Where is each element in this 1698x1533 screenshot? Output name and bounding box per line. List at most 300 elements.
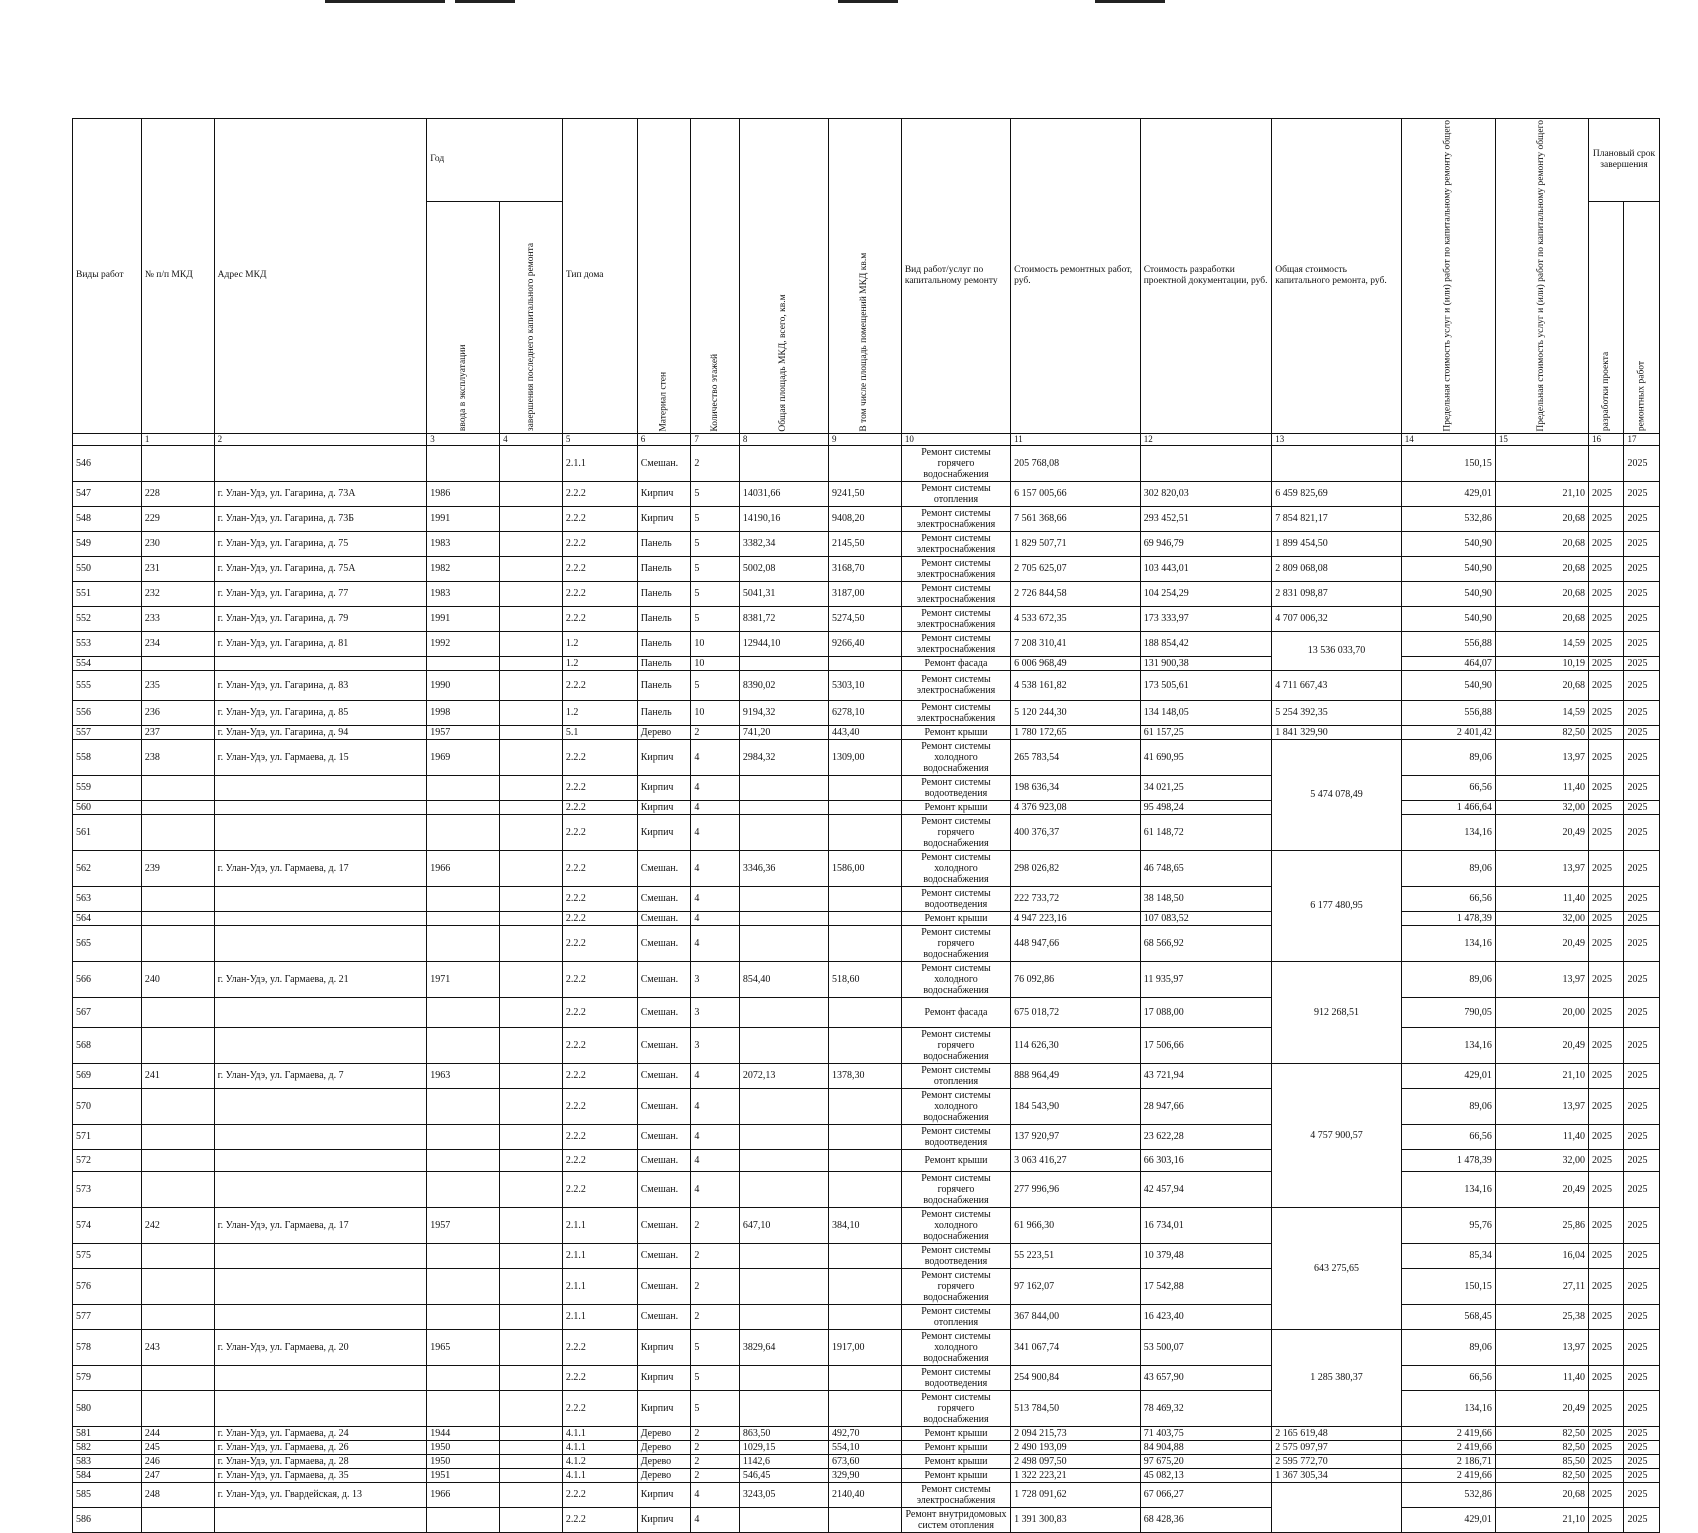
row-deadline-works-cell: 2025 (1624, 1365, 1660, 1390)
row-address-cell: г. Улан-Удэ, ул. Гармаева, д. 17 (214, 850, 427, 886)
row-design-cost-cell: 103 443,01 (1140, 556, 1272, 581)
row-floors-cell: 5 (691, 606, 740, 631)
row-address-cell (214, 800, 427, 814)
row-id-cell: 565 (73, 925, 142, 961)
row-house-type-cell: 2.1.1 (562, 1243, 637, 1268)
row-year-cell (427, 1268, 500, 1304)
row-last-repair-cell (500, 581, 563, 606)
row-number-cell: 245 (141, 1440, 214, 1454)
row-design-cost-cell: 28 947,66 (1140, 1088, 1272, 1124)
row-year-cell: 1957 (427, 725, 500, 739)
row-total-cost-cell: 912 268,51 (1272, 961, 1402, 1063)
row-total-cost-cell (1272, 1482, 1402, 1532)
row-deadline-design-cell: 2025 (1589, 670, 1624, 700)
index-cell: 9 (828, 433, 901, 445)
row-floors-cell: 2 (691, 445, 740, 481)
row-last-repair-cell (500, 911, 563, 925)
row-repair-cost-cell: 184 543,90 (1011, 1088, 1141, 1124)
row-total-area-cell (739, 925, 828, 961)
row-floors-cell: 5 (691, 1365, 740, 1390)
row-address-cell (214, 656, 427, 670)
row-house-type-cell: 2.2.2 (562, 739, 637, 775)
row-last-repair-cell (500, 670, 563, 700)
row-house-type-cell: 2.2.2 (562, 531, 637, 556)
row-limit-1-cell: 150,15 (1401, 1268, 1495, 1304)
row-limit-1-cell: 89,06 (1401, 1088, 1495, 1124)
row-wall-material-cell: Смешан. (637, 1207, 691, 1243)
table-row (73, 800, 1660, 814)
row-repair-cost-cell: 513 784,50 (1011, 1390, 1141, 1426)
row-number-cell: 237 (141, 725, 214, 739)
row-limit-1-cell: 568,45 (1401, 1304, 1495, 1329)
row-year-cell: 1991 (427, 606, 500, 631)
row-last-repair-cell (500, 1482, 563, 1507)
row-design-cost-cell: 61 157,25 (1140, 725, 1272, 739)
row-year-cell: 1982 (427, 556, 500, 581)
row-limit-1-cell: 2 419,66 (1401, 1426, 1495, 1440)
row-limit-2-cell: 25,38 (1495, 1304, 1588, 1329)
row-number-cell: 235 (141, 670, 214, 700)
row-limit-1-cell: 66,56 (1401, 775, 1495, 800)
row-deadline-design-cell: 2025 (1589, 1171, 1624, 1207)
row-deadline-design-cell: 2025 (1589, 925, 1624, 961)
row-repair-cost-cell: 7 561 368,66 (1011, 506, 1141, 531)
row-living-area-cell: 6278,10 (828, 700, 901, 725)
row-repair-cost-cell: 888 964,49 (1011, 1063, 1141, 1088)
row-id-cell: 584 (73, 1468, 142, 1482)
row-living-area-cell: 3187,00 (828, 581, 901, 606)
row-id-cell: 550 (73, 556, 142, 581)
row-limit-2-cell: 21,10 (1495, 481, 1588, 506)
row-repair-cost-cell: 341 067,74 (1011, 1329, 1141, 1365)
row-living-area-cell (828, 1027, 901, 1063)
row-address-cell (214, 1507, 427, 1532)
row-address-cell (214, 1088, 427, 1124)
row-deadline-design-cell: 2025 (1589, 1088, 1624, 1124)
row-work-kind-cell: Ремонт системы горячего водоснабжения (901, 925, 1010, 961)
row-id-cell: 558 (73, 739, 142, 775)
row-repair-cost-cell: 137 920,97 (1011, 1124, 1141, 1149)
row-work-kind-cell: Ремонт внутридомовых систем отопления (901, 1507, 1010, 1532)
row-deadline-works-cell: 2025 (1624, 800, 1660, 814)
row-last-repair-cell (500, 1268, 563, 1304)
row-number-cell (141, 1365, 214, 1390)
row-limit-2-cell: 82,50 (1495, 1468, 1588, 1482)
row-repair-cost-cell: 4 947 223,16 (1011, 911, 1141, 925)
row-number-cell: 230 (141, 531, 214, 556)
table-row (73, 631, 1660, 656)
row-total-cost-cell: 1 367 305,34 (1272, 1468, 1402, 1482)
row-limit-1-cell: 134,16 (1401, 814, 1495, 850)
row-id-cell: 583 (73, 1454, 142, 1468)
row-design-cost-cell: 107 083,52 (1140, 911, 1272, 925)
row-living-area-cell (828, 775, 901, 800)
row-living-area-cell: 518,60 (828, 961, 901, 997)
table-row (73, 1304, 1660, 1329)
row-deadline-design-cell: 2025 (1589, 556, 1624, 581)
row-living-area-cell: 384,10 (828, 1207, 901, 1243)
row-repair-cost-cell: 2 726 844,58 (1011, 581, 1141, 606)
row-id-cell: 573 (73, 1171, 142, 1207)
row-floors-cell: 4 (691, 1482, 740, 1507)
table-row (73, 445, 1660, 481)
row-year-cell: 1986 (427, 481, 500, 506)
row-wall-material-cell: Смешан. (637, 1268, 691, 1304)
row-number-cell: 233 (141, 606, 214, 631)
table-row (73, 1149, 1660, 1171)
row-last-repair-cell (500, 700, 563, 725)
row-number-cell (141, 1124, 214, 1149)
header-design-cost: Стоимость разработки проектной документации, руб. (1140, 119, 1272, 434)
row-year-cell: 1950 (427, 1440, 500, 1454)
row-limit-1-cell: 532,86 (1401, 1482, 1495, 1507)
table-row (73, 1329, 1660, 1365)
row-house-type-cell: 2.2.2 (562, 581, 637, 606)
row-id-cell: 577 (73, 1304, 142, 1329)
row-deadline-works-cell: 2025 (1624, 1268, 1660, 1304)
row-deadline-works-cell: 2025 (1624, 445, 1660, 481)
row-work-kind-cell: Ремонт крыши (901, 725, 1010, 739)
row-repair-cost-cell: 265 783,54 (1011, 739, 1141, 775)
row-wall-material-cell: Кирпич (637, 481, 691, 506)
row-living-area-cell (828, 1243, 901, 1268)
row-floors-cell: 2 (691, 1440, 740, 1454)
row-last-repair-cell (500, 1207, 563, 1243)
row-id-cell: 582 (73, 1440, 142, 1454)
row-design-cost-cell: 173 505,61 (1140, 670, 1272, 700)
row-address-cell (214, 1243, 427, 1268)
row-limit-1-cell: 532,86 (1401, 506, 1495, 531)
row-wall-material-cell: Смешан. (637, 1149, 691, 1171)
index-cell: 8 (739, 433, 828, 445)
row-work-kind-cell: Ремонт системы электроснабжения (901, 606, 1010, 631)
table-header (73, 119, 1660, 446)
row-total-area-cell: 3346,36 (739, 850, 828, 886)
table-row (73, 1088, 1660, 1124)
row-number-cell: 238 (141, 739, 214, 775)
row-address-cell: г. Улан-Удэ, ул. Гагарина, д. 81 (214, 631, 427, 656)
header-year: Год (427, 119, 563, 202)
row-address-cell: г. Улан-Удэ, ул. Гармаева, д. 35 (214, 1468, 427, 1482)
row-living-area-cell: 1917,00 (828, 1329, 901, 1365)
row-floors-cell: 3 (691, 961, 740, 997)
row-deadline-works-cell: 2025 (1624, 1304, 1660, 1329)
row-deadline-design-cell: 2025 (1589, 1304, 1624, 1329)
row-deadline-design-cell: 2025 (1589, 531, 1624, 556)
row-repair-cost-cell: 1 322 223,21 (1011, 1468, 1141, 1482)
row-living-area-cell (828, 1365, 901, 1390)
row-design-cost-cell: 42 457,94 (1140, 1171, 1272, 1207)
row-id-cell: 581 (73, 1426, 142, 1440)
row-total-area-cell (739, 445, 828, 481)
row-id-cell: 556 (73, 700, 142, 725)
row-design-cost-cell: 131 900,38 (1140, 656, 1272, 670)
row-repair-cost-cell: 254 900,84 (1011, 1365, 1141, 1390)
row-deadline-works-cell: 2025 (1624, 997, 1660, 1027)
row-id-cell: 575 (73, 1243, 142, 1268)
row-floors-cell: 4 (691, 775, 740, 800)
row-limit-2-cell: 32,00 (1495, 800, 1588, 814)
row-floors-cell: 10 (691, 631, 740, 656)
table-row (73, 911, 1660, 925)
index-cell: 1 (141, 433, 214, 445)
row-id-cell: 548 (73, 506, 142, 531)
row-house-type-cell: 2.2.2 (562, 1390, 637, 1426)
row-repair-cost-cell: 1 780 172,65 (1011, 725, 1141, 739)
row-repair-cost-cell: 6 006 968,49 (1011, 656, 1141, 670)
row-total-area-cell (739, 1088, 828, 1124)
row-deadline-design-cell: 2025 (1589, 1243, 1624, 1268)
index-cell: 12 (1140, 433, 1272, 445)
row-id-cell: 567 (73, 997, 142, 1027)
row-deadline-works-cell: 2025 (1624, 700, 1660, 725)
row-work-kind-cell: Ремонт системы отопления (901, 1304, 1010, 1329)
row-living-area-cell (828, 656, 901, 670)
row-address-cell: г. Улан-Удэ, ул. Гагарина, д. 75А (214, 556, 427, 581)
row-last-repair-cell (500, 1124, 563, 1149)
row-floors-cell: 4 (691, 814, 740, 850)
row-repair-cost-cell: 114 626,30 (1011, 1027, 1141, 1063)
row-total-area-cell (739, 1304, 828, 1329)
row-id-cell: 551 (73, 581, 142, 606)
row-wall-material-cell: Смешан. (637, 886, 691, 911)
row-floors-cell: 2 (691, 1454, 740, 1468)
row-house-type-cell: 2.2.2 (562, 775, 637, 800)
row-number-cell: 240 (141, 961, 214, 997)
table-row (73, 1440, 1660, 1454)
row-limit-1-cell: 95,76 (1401, 1207, 1495, 1243)
row-last-repair-cell (500, 1088, 563, 1124)
header-wall-material: Материал стен (637, 119, 691, 434)
row-wall-material-cell: Смешан. (637, 445, 691, 481)
table-row (73, 506, 1660, 531)
row-year-cell (427, 886, 500, 911)
row-id-cell: 557 (73, 725, 142, 739)
row-year-cell: 1965 (427, 1329, 500, 1365)
row-house-type-cell: 2.2.2 (562, 886, 637, 911)
row-id-cell: 572 (73, 1149, 142, 1171)
table-row (73, 739, 1660, 775)
row-design-cost-cell: 11 935,97 (1140, 961, 1272, 997)
row-deadline-works-cell: 2025 (1624, 1243, 1660, 1268)
row-repair-cost-cell: 367 844,00 (1011, 1304, 1141, 1329)
header-year-commissioning: ввода в эксплуатации (427, 201, 500, 433)
row-design-cost-cell: 68 428,36 (1140, 1507, 1272, 1532)
row-living-area-cell: 9266,40 (828, 631, 901, 656)
row-address-cell: г. Улан-Удэ, ул. Гармаева, д. 24 (214, 1426, 427, 1440)
row-total-area-cell: 863,50 (739, 1426, 828, 1440)
row-number-cell (141, 911, 214, 925)
row-floors-cell: 5 (691, 556, 740, 581)
row-work-kind-cell: Ремонт системы холодного водоснабжения (901, 1207, 1010, 1243)
row-last-repair-cell (500, 531, 563, 556)
row-year-cell (427, 1027, 500, 1063)
row-address-cell (214, 911, 427, 925)
row-total-area-cell: 14190,16 (739, 506, 828, 531)
index-cell: 10 (901, 433, 1010, 445)
header-work-kind: Вид работ/услуг по капитальному ремонту (901, 119, 1010, 434)
row-address-cell (214, 886, 427, 911)
row-repair-cost-cell: 4 538 161,82 (1011, 670, 1141, 700)
row-wall-material-cell: Панель (637, 606, 691, 631)
row-living-area-cell (828, 445, 901, 481)
row-year-cell: 1957 (427, 1207, 500, 1243)
row-number-cell: 241 (141, 1063, 214, 1088)
row-wall-material-cell: Панель (637, 556, 691, 581)
row-id-cell: 547 (73, 481, 142, 506)
row-deadline-works-cell: 2025 (1624, 1027, 1660, 1063)
row-id-cell: 571 (73, 1124, 142, 1149)
row-wall-material-cell: Кирпич (637, 506, 691, 531)
row-deadline-works-cell: 2025 (1624, 1063, 1660, 1088)
header-deadline: Плановый срок завершения (1589, 119, 1660, 202)
row-total-area-cell: 647,10 (739, 1207, 828, 1243)
row-house-type-cell: 4.1.1 (562, 1468, 637, 1482)
table-row (73, 1390, 1660, 1426)
row-living-area-cell (828, 800, 901, 814)
row-id-cell: 563 (73, 886, 142, 911)
row-address-cell: г. Улан-Удэ, ул. Гармаева, д. 15 (214, 739, 427, 775)
row-limit-1-cell: 89,06 (1401, 850, 1495, 886)
row-limit-2-cell: 20,68 (1495, 1482, 1588, 1507)
header-total-area: Общая площадь МКД, всего, кв.м (739, 119, 828, 434)
table-row (73, 1063, 1660, 1088)
row-number-cell: 239 (141, 850, 214, 886)
row-total-area-cell (739, 1149, 828, 1171)
row-id-cell: 561 (73, 814, 142, 850)
row-repair-cost-cell: 4 533 672,35 (1011, 606, 1141, 631)
row-limit-2-cell: 21,10 (1495, 1507, 1588, 1532)
row-repair-cost-cell: 7 208 310,41 (1011, 631, 1141, 656)
row-total-area-cell: 2072,13 (739, 1063, 828, 1088)
row-house-type-cell: 2.2.2 (562, 1482, 637, 1507)
row-house-type-cell: 2.2.2 (562, 1171, 637, 1207)
row-deadline-design-cell: 2025 (1589, 1440, 1624, 1454)
row-house-type-cell: 2.1.1 (562, 1268, 637, 1304)
row-floors-cell: 2 (691, 1207, 740, 1243)
row-address-cell: г. Улан-Удэ, ул. Гармаева, д. 28 (214, 1454, 427, 1468)
row-number-cell (141, 1390, 214, 1426)
row-living-area-cell (828, 1268, 901, 1304)
row-limit-2-cell: 14,59 (1495, 700, 1588, 725)
row-floors-cell: 3 (691, 997, 740, 1027)
row-deadline-works-cell: 2025 (1624, 725, 1660, 739)
row-year-cell: 1990 (427, 670, 500, 700)
row-total-area-cell: 3382,34 (739, 531, 828, 556)
row-house-type-cell: 2.2.2 (562, 1329, 637, 1365)
row-work-kind-cell: Ремонт системы электроснабжения (901, 631, 1010, 656)
row-repair-cost-cell: 4 376 923,08 (1011, 800, 1141, 814)
row-deadline-works-cell: 2025 (1624, 1088, 1660, 1124)
header-work-types: Виды работ (73, 119, 142, 434)
row-last-repair-cell (500, 1171, 563, 1207)
row-work-kind-cell: Ремонт крыши (901, 800, 1010, 814)
top-edge-marks (0, 0, 1698, 8)
row-work-kind-cell: Ремонт системы горячего водоснабжения (901, 1027, 1010, 1063)
row-house-type-cell: 1.2 (562, 700, 637, 725)
row-living-area-cell (828, 1390, 901, 1426)
row-last-repair-cell (500, 800, 563, 814)
row-limit-2-cell: 14,59 (1495, 631, 1588, 656)
row-deadline-design-cell: 2025 (1589, 1124, 1624, 1149)
row-last-repair-cell (500, 739, 563, 775)
row-year-cell (427, 1243, 500, 1268)
row-living-area-cell: 9241,50 (828, 481, 901, 506)
row-deadline-works-cell: 2025 (1624, 1149, 1660, 1171)
row-limit-1-cell: 1 478,39 (1401, 911, 1495, 925)
row-design-cost-cell: 41 690,95 (1140, 739, 1272, 775)
row-address-cell (214, 1390, 427, 1426)
row-last-repair-cell (500, 1426, 563, 1440)
row-limit-1-cell: 429,01 (1401, 1063, 1495, 1088)
row-wall-material-cell: Смешан. (637, 961, 691, 997)
row-floors-cell: 2 (691, 1304, 740, 1329)
row-limit-1-cell: 134,16 (1401, 925, 1495, 961)
table-row (73, 1426, 1660, 1440)
row-year-cell (427, 1365, 500, 1390)
row-design-cost-cell: 95 498,24 (1140, 800, 1272, 814)
row-number-cell: 236 (141, 700, 214, 725)
row-limit-2-cell: 20,68 (1495, 670, 1588, 700)
header-address: Адрес МКД (214, 119, 427, 434)
row-address-cell: г. Улан-Удэ, ул. Гармаева, д. 20 (214, 1329, 427, 1365)
row-deadline-works-cell: 2025 (1624, 1454, 1660, 1468)
row-year-cell (427, 911, 500, 925)
row-total-cost-cell: 4 711 667,43 (1272, 670, 1402, 700)
row-limit-1-cell: 134,16 (1401, 1171, 1495, 1207)
row-last-repair-cell (500, 556, 563, 581)
row-total-cost-cell: 6 177 480,95 (1272, 850, 1402, 961)
row-limit-1-cell: 429,01 (1401, 1507, 1495, 1532)
row-deadline-works-cell: 2025 (1624, 925, 1660, 961)
row-id-cell: 568 (73, 1027, 142, 1063)
row-address-cell: г. Улан-Удэ, ул. Гагарина, д. 83 (214, 670, 427, 700)
row-wall-material-cell: Кирпич (637, 739, 691, 775)
row-house-type-cell: 2.2.2 (562, 556, 637, 581)
index-cell: 2 (214, 433, 427, 445)
index-cell: 4 (500, 433, 563, 445)
row-living-area-cell (828, 1304, 901, 1329)
index-cell: 3 (427, 433, 500, 445)
row-year-cell: 1966 (427, 850, 500, 886)
row-work-kind-cell: Ремонт системы холодного водоснабжения (901, 1088, 1010, 1124)
row-address-cell: г. Улан-Удэ, ул. Гагарина, д. 75 (214, 531, 427, 556)
row-total-cost-cell: 643 275,65 (1272, 1207, 1402, 1329)
row-year-cell: 1983 (427, 531, 500, 556)
row-total-area-cell: 5002,08 (739, 556, 828, 581)
row-work-kind-cell: Ремонт системы электроснабжения (901, 581, 1010, 606)
row-deadline-design-cell: 2025 (1589, 700, 1624, 725)
row-total-cost-cell: 4 707 006,32 (1272, 606, 1402, 631)
row-floors-cell: 5 (691, 1390, 740, 1426)
row-last-repair-cell (500, 656, 563, 670)
row-floors-cell: 3 (691, 1027, 740, 1063)
row-year-cell (427, 997, 500, 1027)
row-living-area-cell: 1378,30 (828, 1063, 901, 1088)
row-house-type-cell: 4.1.1 (562, 1426, 637, 1440)
row-limit-1-cell: 85,34 (1401, 1243, 1495, 1268)
row-floors-cell: 5 (691, 531, 740, 556)
row-repair-cost-cell: 1 829 507,71 (1011, 531, 1141, 556)
row-floors-cell: 4 (691, 739, 740, 775)
row-number-cell: 229 (141, 506, 214, 531)
header-repair-cost: Стоимость ремонтных работ, руб. (1011, 119, 1141, 434)
row-id-cell: 574 (73, 1207, 142, 1243)
row-deadline-works-cell: 2025 (1624, 1468, 1660, 1482)
index-cell: 11 (1011, 433, 1141, 445)
row-deadline-design-cell: 2025 (1589, 1268, 1624, 1304)
row-total-cost-cell: 13 536 033,70 (1272, 631, 1402, 670)
